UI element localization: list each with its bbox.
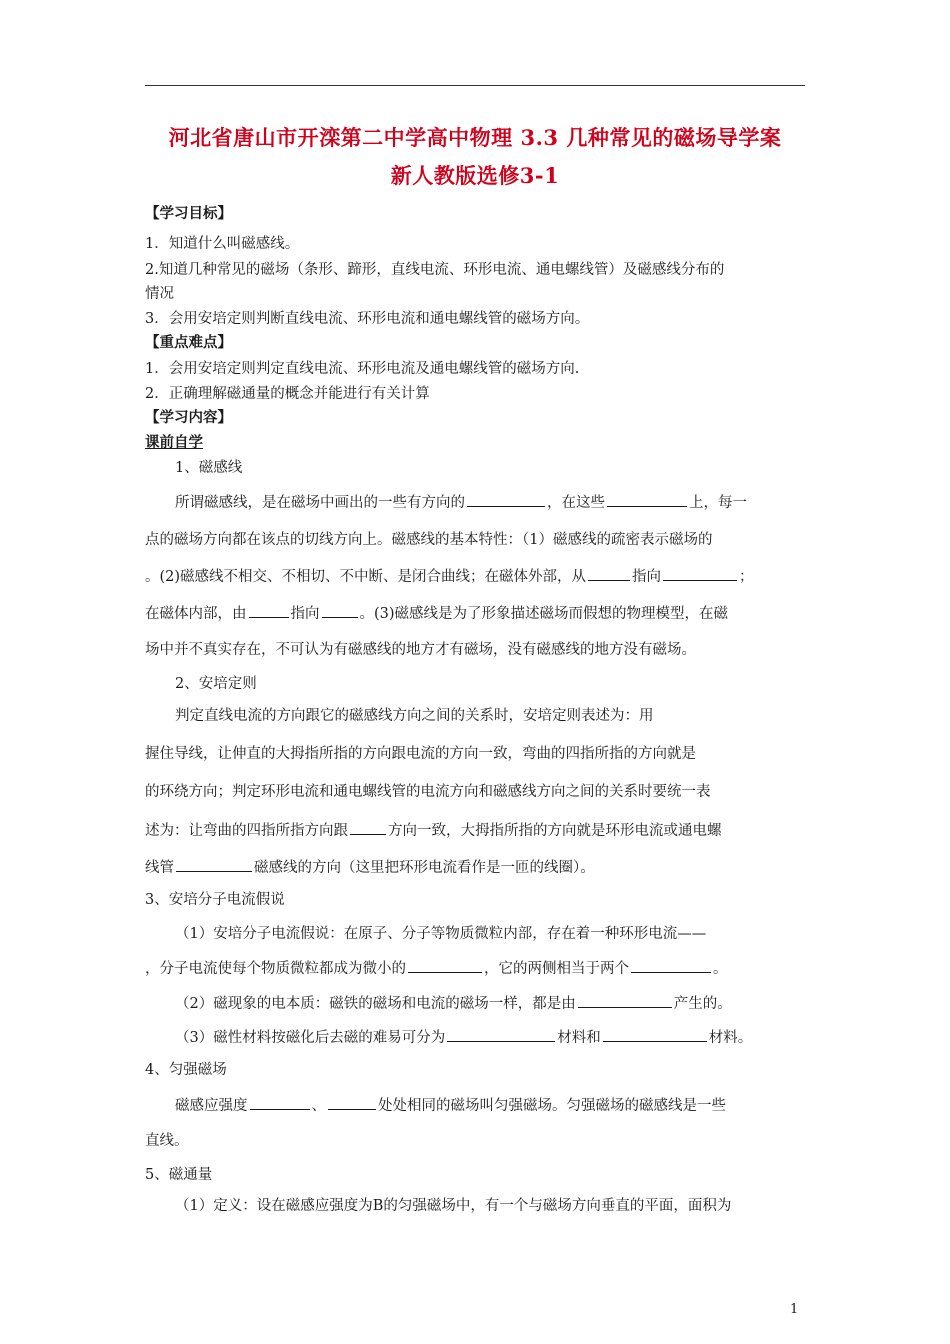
section-3-line-4 xyxy=(175,1027,752,1048)
fill-blank[interactable] xyxy=(578,993,672,1008)
keypoints-heading: 【重点难点】 xyxy=(145,334,232,351)
section-3-line-2 xyxy=(145,958,728,979)
fill-blank[interactable] xyxy=(467,492,545,507)
goal-item-3: 3．会用安培定则判断直线电流、环形电流和通电螺线管的磁场方向。 xyxy=(145,311,590,327)
keypoint-item-2: 2．正确理解磁通量的概念并能进行有关计算 xyxy=(145,386,430,402)
section-1-line-4 xyxy=(145,603,728,624)
section-4-title: 4、匀强磁场 xyxy=(145,1062,227,1078)
goal-item-2a: 2.知道几种常见的磁场（条形、蹄形，直线电流、环形电流、通电螺线管）及磁感线分布的 xyxy=(145,262,725,278)
fill-blank[interactable] xyxy=(603,1027,707,1042)
section-1-line-3 xyxy=(145,566,754,587)
fill-blank[interactable] xyxy=(447,1027,555,1042)
section-2-line-2: 握住导线，让伸直的大拇指所指的方向跟电流的方向一致，弯曲的四指所指的方向就是 xyxy=(145,746,696,762)
fill-blank[interactable] xyxy=(588,566,630,581)
section-2-line-5 xyxy=(145,857,595,878)
section-1-line-5: 场中并不真实存在，不可认为有磁感线的地方才有磁场，没有磁感线的地方没有磁场。 xyxy=(145,642,696,658)
text-span: 指向 xyxy=(632,569,662,585)
fill-blank[interactable] xyxy=(408,958,482,973)
text-span: 。(3)磁感线是为了形象描述磁场而假想的物理模型，在磁 xyxy=(359,606,729,622)
text-span: 指向 xyxy=(290,606,320,622)
text-span: 述为：让弯曲的四指所指方向跟 xyxy=(145,823,348,839)
keypoint-item-1: 1．会用安培定则判定直线电流、环形电流及通电螺线管的磁场方向. xyxy=(145,361,580,377)
goals-heading: 【学习目标】 xyxy=(145,205,232,222)
document-title-line2: 新人教版选修3-1 xyxy=(390,163,560,188)
text-span: 产生的。 xyxy=(673,996,732,1012)
text-span: 在磁体内部，由 xyxy=(145,606,247,622)
text-span: ，分子电流使每个物质微粒都成为微小的 xyxy=(145,961,406,977)
text-span: （2）磁现象的电本质：磁铁的磁场和电流的磁场一样，都是由 xyxy=(175,996,576,1012)
fill-blank[interactable] xyxy=(250,1095,310,1110)
text-span: 磁感线的方向（这里把环形电流看作是一匝的线圈）。 xyxy=(254,860,595,876)
preview-heading: 课前自学 xyxy=(145,434,203,451)
section-2-line-1: 判定直线电流的方向跟它的磁感线方向之间的关系时，安培定则表述为：用 xyxy=(175,708,654,724)
text-span: 所谓磁感线，是在磁场中画出的一些有方向的 xyxy=(175,495,465,511)
section-1-title: 1、磁感线 xyxy=(175,460,243,476)
text-span: 、 xyxy=(311,1098,326,1114)
text-span: 。(2)磁感线不相交、不相切、不中断、是闭合曲线；在磁体外部，从 xyxy=(145,569,587,585)
text-span: 方向一致，大拇指所指的方向就是环形电流或通电螺 xyxy=(388,823,722,839)
text-span: 上，每一 xyxy=(689,495,747,511)
fill-blank[interactable] xyxy=(176,857,252,872)
document-title-line1: 河北省唐山市开滦第二中学高中物理 3.3 几种常见的磁场导学案 xyxy=(168,125,782,150)
section-2-line-4 xyxy=(145,820,722,841)
section-4-line-2: 直线。 xyxy=(145,1133,189,1149)
header-rule xyxy=(145,85,805,86)
section-1-line-2: 点的磁场方向都在该点的切线方向上。磁感线的基本特性：（1）磁感线的疏密表示磁场的 xyxy=(145,532,713,548)
fill-blank[interactable] xyxy=(322,603,358,618)
goal-item-2b: 情况 xyxy=(145,286,174,302)
page-number: 1 xyxy=(790,1302,799,1317)
text-span: ，它的两侧相当于两个 xyxy=(484,961,629,977)
fill-blank[interactable] xyxy=(328,1095,376,1110)
text-span: （3）磁性材料按磁化后去磁的难易可分为 xyxy=(175,1030,446,1046)
content-heading: 【学习内容】 xyxy=(145,409,232,426)
fill-blank[interactable] xyxy=(631,958,711,973)
fill-blank[interactable] xyxy=(663,566,737,581)
section-2-title: 2、安培定则 xyxy=(175,676,257,692)
text-span: 磁感应强度 xyxy=(175,1098,248,1114)
text-span: 处处相同的磁场叫匀强磁场。匀强磁场的磁感线是一些 xyxy=(378,1098,726,1114)
section-4-line-1 xyxy=(175,1095,726,1116)
fill-blank[interactable] xyxy=(350,820,386,835)
text-span: 。 xyxy=(713,961,728,977)
fill-blank[interactable] xyxy=(607,492,687,507)
section-1-line-1 xyxy=(175,492,747,513)
section-5-line-1: （1）定义：设在磁感应强度为B的匀强磁场中，有一个与磁场方向垂直的平面，面积为 xyxy=(175,1198,732,1214)
text-span: ； xyxy=(739,569,754,585)
goal-item-1: 1．知道什么叫磁感线。 xyxy=(145,236,300,252)
text-span: 线管 xyxy=(145,860,174,876)
section-3-line-1: （1）安培分子电流假说：在原子、分子等物质微粒内部，存在着一种环形电流—— xyxy=(175,926,707,942)
section-3-line-3 xyxy=(175,993,732,1014)
section-3-title: 3、安培分子电流假说 xyxy=(145,892,285,908)
fill-blank[interactable] xyxy=(249,603,289,618)
section-5-title: 5、磁通量 xyxy=(145,1167,213,1183)
section-2-line-3: 的环绕方向；判定环形电流和通电螺线管的电流方向和磁感线方向之间的关系时要统一表 xyxy=(145,784,711,800)
text-span: 材料和 xyxy=(557,1030,601,1046)
text-span: 材料。 xyxy=(708,1030,753,1046)
text-span: ，在这些 xyxy=(547,495,605,511)
